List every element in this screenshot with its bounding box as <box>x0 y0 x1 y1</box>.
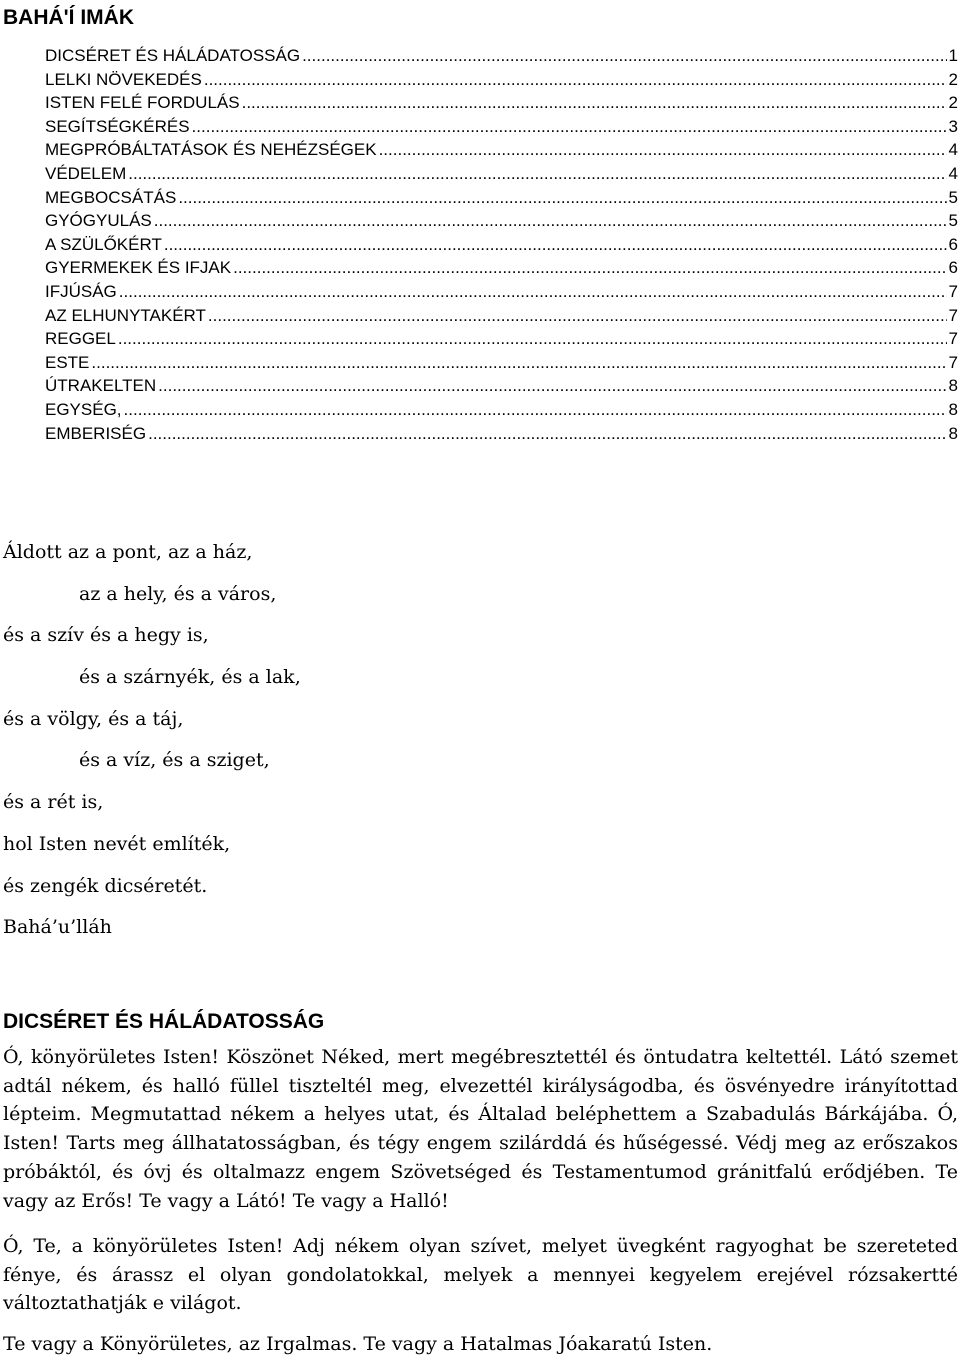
prayer-paragraph: Te vagy a Könyörületes, az Irgalmas. Te vagy a Hatalmas Jóakaratú Isten. <box>3 1333 713 1355</box>
toc-leader-dots <box>154 209 947 233</box>
toc-entry[interactable] <box>45 233 958 257</box>
poem-line: és a rét is, <box>3 791 104 814</box>
toc-entry-label: A SZÜLŐKÉRT <box>45 234 162 254</box>
poem-line: és a völgy, és a táj, <box>3 707 184 730</box>
toc-entry[interactable] <box>45 304 958 328</box>
toc-entry[interactable] <box>45 91 958 115</box>
toc-entry[interactable] <box>45 398 958 422</box>
toc-leader-dots <box>124 398 947 422</box>
toc-entry[interactable] <box>45 327 958 351</box>
toc-entry-page: 8 <box>948 399 958 419</box>
toc-leader-dots <box>178 186 946 210</box>
toc-entry-label: ISTEN FELÉ FORDULÁS <box>45 93 240 113</box>
toc-leader-dots <box>242 91 947 115</box>
toc-entry-label: REGGEL <box>45 329 116 349</box>
table-of-contents <box>45 44 958 445</box>
toc-entry-page: 7 <box>948 281 958 301</box>
toc-entry-page: 6 <box>948 258 958 278</box>
toc-leader-dots <box>192 115 947 139</box>
toc-entry-page: 8 <box>948 376 958 396</box>
prayer-paragraph: Ó, Te, a könyörületes Isten! Adj nékem olyan szívet, melyet üvegként ragyoghat be szereteted fénye, és árassz el olyan gondolatokkal, melyek a mennyei kegyelem erejével rózsakertté változtathatják e világot. <box>3 1235 958 1315</box>
poem-line: az a hely, és a város, <box>79 582 277 605</box>
toc-entry-page: 2 <box>948 69 958 89</box>
toc-entry-label: SEGÍTSÉGKÉRÉS <box>45 116 190 136</box>
toc-entry[interactable] <box>45 68 958 92</box>
toc-entry-label: DICSÉRET ÉS HÁLÁDATOSSÁG <box>45 46 301 65</box>
toc-entry-page: 4 <box>948 140 958 160</box>
toc-entry-page: 2 <box>948 93 958 113</box>
toc-leader-dots <box>148 422 946 446</box>
toc-entry[interactable] <box>45 186 958 210</box>
toc-entry-label: MEGBOCSÁTÁS <box>45 187 177 207</box>
toc-entry-page: 7 <box>948 352 958 372</box>
toc-leader-dots <box>158 374 946 398</box>
toc-entry-page: 4 <box>948 163 958 183</box>
toc-entry[interactable] <box>45 209 958 233</box>
toc-entry[interactable] <box>45 351 958 375</box>
toc-leader-dots <box>233 256 946 280</box>
toc-leader-dots <box>379 138 947 162</box>
toc-leader-dots <box>204 68 947 92</box>
toc-entry-label: EMBERISÉG <box>45 423 147 443</box>
toc-entry-label: IFJÚSÁG <box>45 281 117 301</box>
toc-entry-page: 5 <box>948 187 958 207</box>
toc-entry-label: LELKI NÖVEKEDÉS <box>45 69 202 89</box>
toc-entry-label: GYERMEKEK ÉS IFJAK <box>45 258 232 278</box>
toc-entry[interactable] <box>45 115 958 139</box>
toc-entry-page: 3 <box>948 116 958 136</box>
poem-line: és zengék dicséretét. <box>3 874 208 897</box>
poem-line: hol Isten nevét említék, <box>3 832 231 855</box>
toc-entry-page: 6 <box>948 234 958 254</box>
poem-line: és a szív és a hegy is, <box>3 624 209 647</box>
toc-entry[interactable] <box>45 374 958 398</box>
toc-leader-dots <box>302 44 946 68</box>
toc-entry[interactable] <box>45 138 958 162</box>
prayer-paragraph: Ó, könyörületes Isten! Köszönet Néked, mert megébresztettél és öntudatra keltettél. Látó szemet adtál nékem, és halló füllel tiszteltél meg, elvezettél királyságodba, és ösvényedre irányítottad lépteim. Megmutattad nékem a helyes utat, és Általad beléphettem a Szabadulás Bárkájába. Ó, Isten! Tarts meg állhatatosságban, és tégy engem szilárddá és hűségessé. Védj meg az erőszakos próbáktól, és óvj és oltalmazz engem Szövetséged és Testamentumod gránitfalú erődjében. Te vagy az Erős! Te vagy a Látó! Te vagy a Halló! <box>3 1046 958 1212</box>
poem-line: és a szárnyék, és a lak, <box>79 666 301 689</box>
toc-leader-dots <box>164 233 947 257</box>
toc-entry-label: AZ ELHUNYTAKÉRT <box>45 305 206 325</box>
poem <box>3 535 301 952</box>
toc-entry-page: 5 <box>948 211 958 231</box>
toc-entry-label: MEGPRÓBÁLTATÁSOK ÉS NEHÉZSÉGEK <box>45 140 377 160</box>
toc-leader-dots <box>119 280 947 304</box>
toc-entry-label: ÚTRAKELTEN <box>45 376 157 396</box>
poem-line: Áldott az a pont, az a ház, <box>3 541 253 563</box>
toc-entry[interactable] <box>45 162 958 186</box>
toc-entry-label: VÉDELEM <box>45 163 127 183</box>
toc-entry-label: ESTE <box>45 352 90 372</box>
toc-leader-dots <box>208 304 947 328</box>
page-title: BAHÁ'Í IMÁK <box>3 6 134 29</box>
poem-line: és a víz, és a sziget, <box>79 749 270 772</box>
toc-entry-label: EGYSÉG, <box>45 399 122 419</box>
toc-entry-page: 7 <box>948 305 958 325</box>
section-heading: DICSÉRET ÉS HÁLÁDATOSSÁG <box>3 1010 325 1033</box>
toc-leader-dots <box>118 327 947 351</box>
toc-entry-label: GYÓGYULÁS <box>45 211 152 231</box>
toc-entry-page: 1 <box>948 46 958 65</box>
toc-leader-dots <box>128 162 946 186</box>
toc-entry[interactable] <box>45 256 958 280</box>
toc-entry-page: 7 <box>948 329 958 349</box>
toc-entry-page: 8 <box>948 423 958 443</box>
poem-author: Bahá’u’lláh <box>3 916 112 939</box>
toc-entry[interactable] <box>45 280 958 304</box>
toc-entry[interactable] <box>45 44 958 68</box>
toc-entry[interactable] <box>45 422 958 446</box>
toc-leader-dots <box>91 351 946 375</box>
